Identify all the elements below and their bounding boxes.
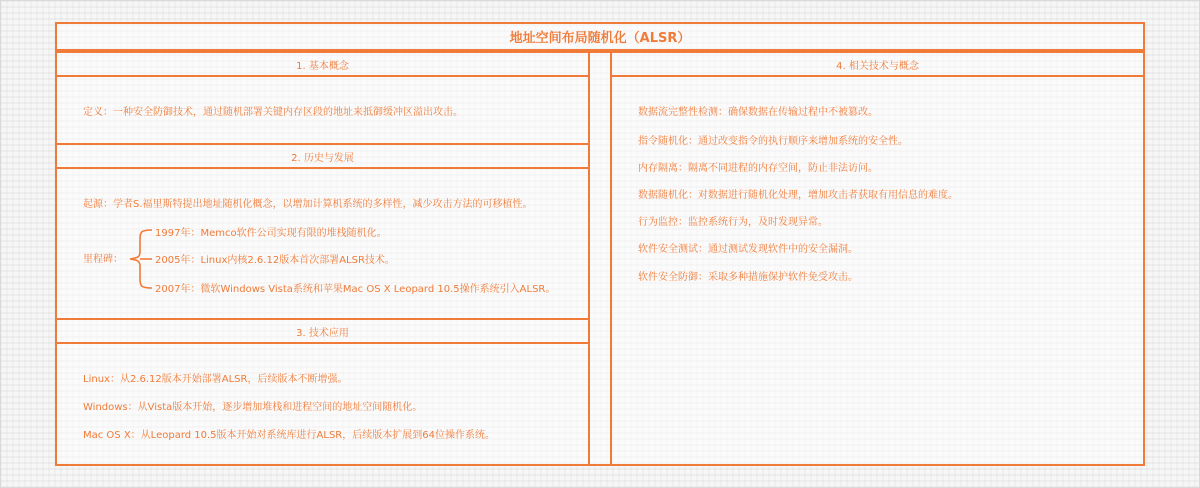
app-windows[interactable]: Windows：从Vista版本开始，逐步增加堆栈和进程空间的地址空间随机化。 [83,402,423,413]
related-item[interactable]: 指令随机化：通过改变指令的执行顺序来增加系统的安全性。 [638,136,908,147]
section-3-header-bottom [55,342,590,344]
section-2-header-bottom [55,167,590,169]
section-2-heading[interactable]: 2. 历史与发展 [291,152,354,164]
origin-text[interactable]: 起源：学者S.福里斯特提出地址随机化概念，以增加计算机系统的多样性，减少攻击方法的可移植性。 [83,199,533,210]
milestone-2007[interactable]: 2007年：微软Windows Vista系统和苹果Mac OS X Leopard 10.5操作系统引入ALSR。 [155,284,556,295]
page-title[interactable]: 地址空间布局随机化（ALSR） [509,30,691,46]
app-macos[interactable]: Mac OS X：从Leopard 10.5版本开始对系统库进行ALSR，后续版本扩展到64位操作系统。 [83,430,495,441]
related-item[interactable]: 内存隔离：隔离不同进程的内存空间，防止非法访问。 [638,163,878,174]
app-linux[interactable]: Linux：从2.6.12版本开始部署ALSR，后续版本不断增强。 [83,374,348,385]
column-gap-line [590,51,610,53]
related-item[interactable]: 数据随机化：对数据进行随机化处理，增加攻击者获取有用信息的难度。 [638,190,958,201]
related-item[interactable]: 行为监控：监控系统行为，及时发现异常。 [638,217,828,228]
related-item[interactable]: 软件安全防御：采取多种措施保护软件免受攻击。 [638,272,858,283]
milestone-1997[interactable]: 1997年：Memco软件公司实现有限的堆栈随机化。 [155,228,387,239]
section-4-header-bottom [610,75,1145,77]
related-item[interactable]: 数据流完整性检测：确保数据在传输过程中不被篡改。 [638,107,878,118]
definition-text[interactable]: 定义：一种安全防御技术，通过随机部署关键内存区段的地址来抵御缓冲区溢出攻击。 [83,107,463,118]
milestones-brace [124,228,154,290]
section-3-heading[interactable]: 3. 技术应用 [296,327,349,339]
milestones-label[interactable]: 里程碑： [83,254,123,265]
section-4-heading[interactable]: 4. 相关技术与概念 [836,60,919,72]
section-1-header-bottom [55,75,590,77]
milestone-2005[interactable]: 2005年：Linux内核2.6.12版本首次部署ALSR技术。 [155,255,395,266]
related-item[interactable]: 软件安全测试：通过测试发现软件中的安全漏洞。 [638,244,858,255]
section-1-heading[interactable]: 1. 基本概念 [296,60,349,72]
